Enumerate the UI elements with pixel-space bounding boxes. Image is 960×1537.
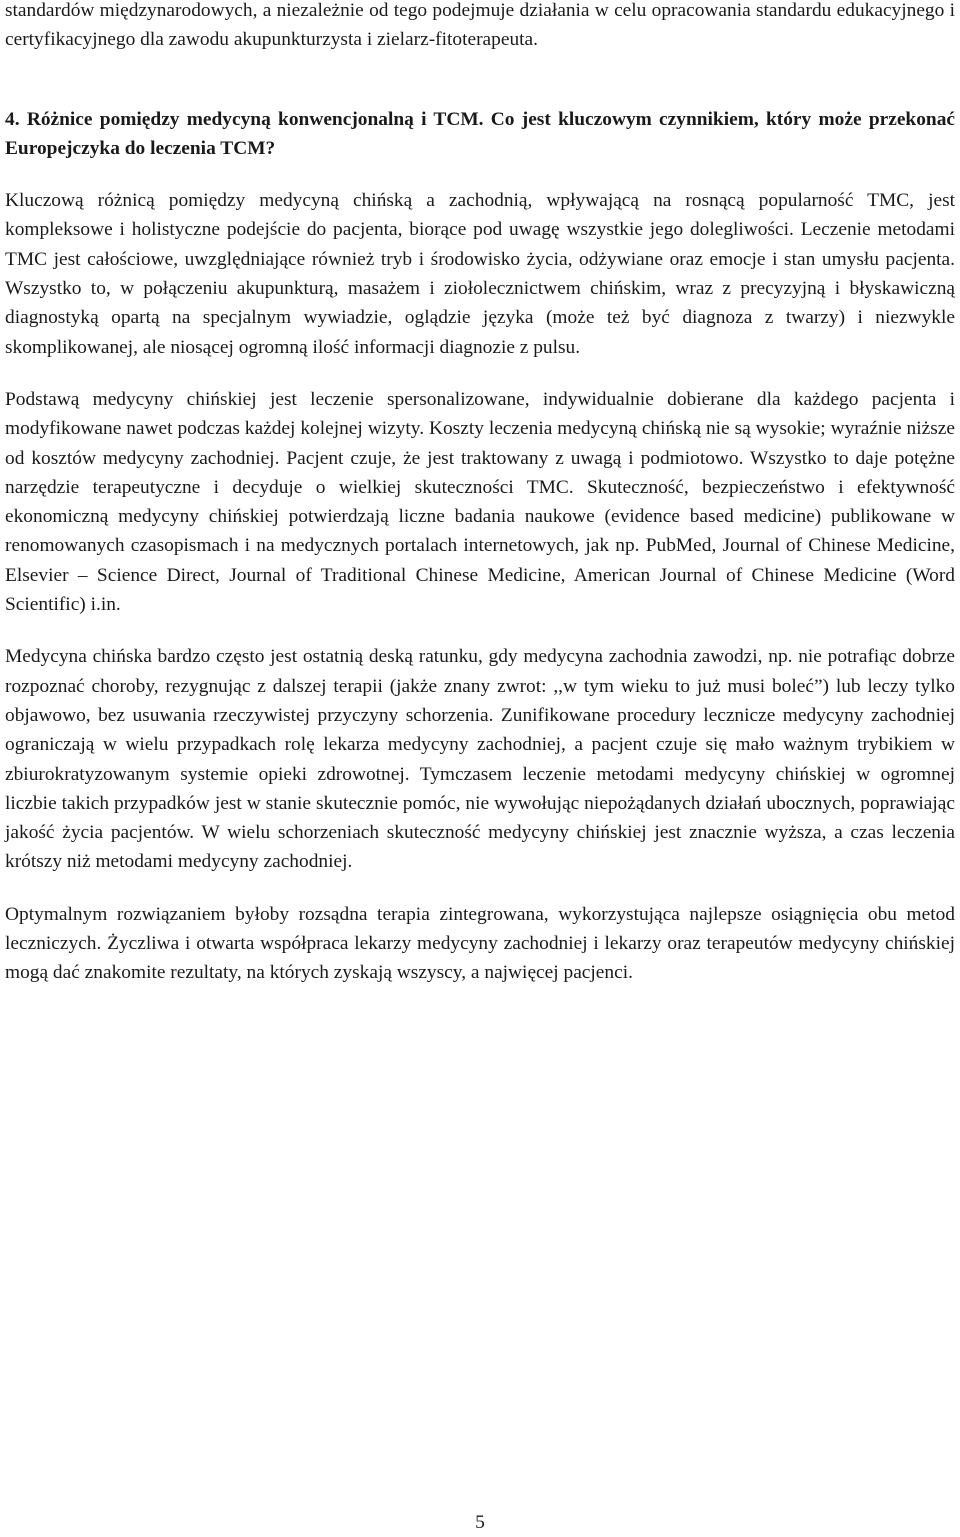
page-number: 5 (475, 1512, 485, 1533)
paragraph-1: Kluczową różnicą pomiędzy medycyną chińską a zachodnią, wpływającą na rosnącą popularność TMC, jest kompleksowe i holistyczne podejście do pacjenta, biorące pod uwagę wszystkie jego dolegliwości. Leczenie metodami TMC jest całościowe, uwzględniające również tryb i środowisko życia, odżywiane oraz emocje i stan umysłu pacjenta. Wszystko to, w połączeniu akupunkturą, masażem i ziołolecznictwem chińskim, wraz z precyzyjną i błyskawiczną diagnostyką opartą na specjalnym wywiadzie, oglądzie języka (może też być diagnoza z twarzy) i niezwykle skomplikowanej, ale niosącej ogromną ilość informacji diagnozie z pulsu. (5, 190, 955, 358)
document-page (5, 0, 955, 988)
paragraph-2: Podstawą medycyny chińskiej jest leczenie spersonalizowane, indywidualnie dobierane dla każdego pacjenta i modyfikowane nawet podczas każdej kolejnej wizyty. Koszty leczenia medycyną chińską nie są wysokie; wyraźnie niższe od kosztów medycyny zachodniej. Pacjent czuje, że jest traktowany z uwagą i podmiotowo. Wszystko to daje potężne narzędzie terapeutyczne i decyduje o wielkiej skuteczności TMC. Skuteczność, bezpieczeństwo i efektywność ekonomiczną medycyny chińskiej potwierdzają liczne badania naukowe (evidence based medicine) publikowane w renomowanych czasopismach i na medycznych portalach internetowych, jak np. PubMed, Journal of Chinese Medicine, Elsevier – Science Direct, Journal of Traditional Chinese Medicine, American Journal of Chinese Medicine (Word Scientific) i.in. (5, 388, 955, 616)
intro-paragraph: standardów międzynarodowych, a niezależnie od tego podejmuje działania w celu opracowania standardu edukacyjnego i certyfikacyjnego dla zawodu akupunkturzysta i zielarz-fitoterapeuta. (5, 0, 955, 51)
paragraph-3: Medycyna chińska bardzo często jest ostatnią deską ratunku, gdy medycyna zachodnia zawodzi, np. nie potrafiąc dobrze rozpoznać choroby, rezygnując z dalszej terapii (jakże znany zwrot: ,,w tym wieku to już musi boleć”) lub leczy tylko objawowo, bez usuwania rzeczywistej przyczyny schorzenia. Zunifikowane procedury lecznicze medycyny zachodniej ograniczają w wielu przypadkach rolę lekarza medycyny zachodniej, a pacjent czuje się mało ważnym trybikiem w zbiurokratyzowanym systemie opieki zdrowotnej. Tymczasem leczenie metodami medycyny chińskiej w ogromnej liczbie takich przypadków jest w stanie skutecznie pomóc, nie wywołując niepożądanych działań ubocznych, poprawiając jakość życia pacjentów. W wielu schorzeniach skuteczność medycyny chińskiej jest znacznie wyższa, a czas leczenia krótszy niż metodami medycyny zachodniej. (5, 646, 955, 873)
paragraph-4: Optymalnym rozwiązaniem byłoby rozsądna terapia zintegrowana, wykorzystująca najlepsze osiągnięcia obu metod leczniczych. Życzliwa i otwarta współpraca lekarzy medycyny zachodniej i lekarzy oraz terapeutów medycyny chińskiej mogą dać znakomite rezultaty, na których zyskają wszyscy, a najwięcej pacjenci. (5, 903, 955, 984)
section-heading: 4. Różnice pomiędzy medycyną konwencjonalną i TCM. Co jest kluczowym czynnikiem, który może przekonać Europejczyka do leczenia TCM? (5, 108, 955, 159)
